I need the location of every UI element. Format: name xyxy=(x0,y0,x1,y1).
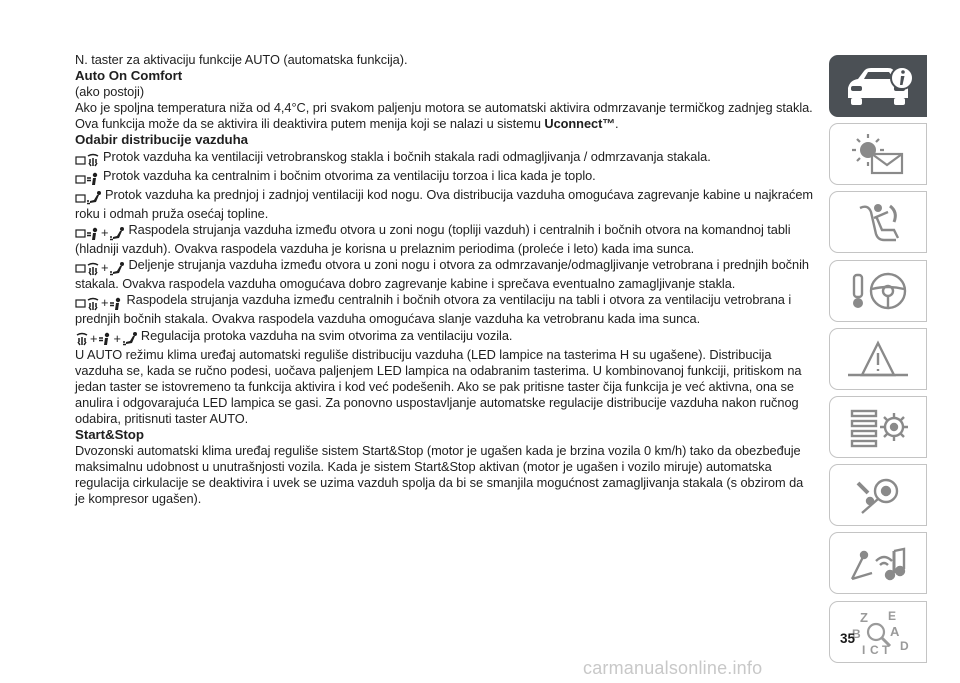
auto-on-heading: Auto On Comfort xyxy=(75,68,183,84)
distribution-text: Protok vazduha ka centralnim i bočnim otvorima za ventilaciju torzoa i lica kada je toplo. xyxy=(103,167,596,183)
tech-specs-icon xyxy=(838,471,918,519)
warning-lights-icon xyxy=(838,130,918,178)
distribution-item xyxy=(75,149,815,168)
distribution-text: Regulacija protoka vazduha na svim otvorima za ventilaciju vozila. xyxy=(140,327,513,343)
distribution-item xyxy=(75,222,815,257)
auto-on-paragraph xyxy=(75,100,815,132)
svg-text:T: T xyxy=(882,642,890,657)
distribution-text: Protok vazduha ka prednjoj i zadnjoj ventilaciji kod nogu. Ova distribucija vazduha omogućava zagrevanje kabine u najkraćem roku i odmah pruža osećaj topline. xyxy=(75,186,814,221)
windshield-airflow-icon xyxy=(86,260,100,275)
button-icon xyxy=(75,295,123,311)
intro-line: N. taster za aktivaciju funkcije AUTO (automatska funkcija). xyxy=(75,52,408,67)
auto-on-text: Ako je spoljna temperatura niža od 4,4°C, pri svakom paljenju motora se automatski aktivira odmrzavanje termičkog zadnjeg stakla. Ova funkcija može da se aktivira ili deaktivira putem menija koji se nalazi u sistemu xyxy=(75,100,813,132)
distribution-text: Deljenje strujanja vazduha između otvora u zoni nogu i otvora za odmrzavanje/odmagljivanje vetrobrana i prednjih bočnih stakala. Ovakva raspodela vazduha omogućava dobro zagrevanje kabine i sprečava eventualno zamagljivanje stakla. xyxy=(75,257,809,292)
chapter-tabs xyxy=(829,55,929,669)
plus-sign: + xyxy=(101,295,109,311)
windshield-airflow-icon xyxy=(75,331,89,346)
start-stop-heading: Start&Stop xyxy=(75,427,144,443)
svg-text:Z: Z xyxy=(860,609,868,625)
distribution-heading: Odabir distribucije vazduha xyxy=(75,132,249,148)
feet-airflow-icon xyxy=(122,331,138,346)
face-airflow-icon xyxy=(98,331,112,346)
document-content xyxy=(75,52,815,508)
button-icon xyxy=(75,152,100,168)
tab-car-info[interactable] xyxy=(829,55,927,117)
tab-maintenance[interactable] xyxy=(829,396,927,458)
distribution-text: Raspodela strujanja vazduha između centralnih i bočnih otvora za ventilaciju na tabli i otvora za ventilaciju vetrobrana i prednjih bočnih stakala. Ovakva raspodela vazduha omogućava slanje vazduha ka vetrobranu kada ima sunca. xyxy=(75,292,792,327)
plus-sign: + xyxy=(101,224,109,240)
svg-text:D: D xyxy=(900,638,909,653)
plus-sign: + xyxy=(101,260,109,276)
feet-airflow-icon xyxy=(109,225,125,240)
distribution-item xyxy=(75,257,815,292)
tab-warning-triangle[interactable] xyxy=(829,328,927,390)
distribution-item xyxy=(75,328,815,347)
button-icon xyxy=(75,190,102,206)
distribution-item xyxy=(75,187,815,222)
auto-on-subtitle: (ako postoji) xyxy=(75,84,145,100)
windshield-airflow-icon xyxy=(86,152,100,167)
button-icon xyxy=(75,171,100,187)
windshield-airflow-icon xyxy=(86,295,100,310)
svg-text:E: E xyxy=(888,608,897,623)
svg-text:I: I xyxy=(862,642,866,657)
multimedia-icon xyxy=(838,539,918,587)
plus-sign: + xyxy=(113,330,121,346)
distribution-text: Raspodela strujanja vazduha između otvora u zoni nogu (topliji vazduh) i centralnih i bočnih otvora na komandnoj tabli (hladniji vazduh). Ovakva raspodela vazduha je korisna u prelaznim periodima (proleće i leto) kada ima sunca. xyxy=(75,221,791,257)
tab-warning-lights[interactable] xyxy=(829,123,927,185)
button-icon xyxy=(75,225,125,241)
svg-text:B: B xyxy=(852,626,861,641)
feet-airflow-icon xyxy=(86,190,102,205)
face-airflow-icon xyxy=(109,295,123,310)
tab-tech-specs[interactable] xyxy=(829,464,927,526)
maintenance-icon xyxy=(838,403,918,451)
tab-airbag-seat[interactable] xyxy=(829,191,927,253)
distribution-text: Protok vazduha ka ventilaciji vetrobranskog stakla i bočnih stakala radi odmagljivanja / odmrzavanja stakala. xyxy=(103,148,711,164)
svg-text:A: A xyxy=(890,623,900,639)
watermark: carmanualsonline.info xyxy=(583,658,763,678)
distribution-item xyxy=(75,292,815,327)
warning-triangle-icon xyxy=(838,335,918,383)
distribution-item xyxy=(75,168,815,187)
airbag-seat-icon xyxy=(838,198,918,246)
uconnect-brand: Uconnect™ xyxy=(544,116,616,132)
face-airflow-icon xyxy=(86,171,100,186)
plus-sign: + xyxy=(90,330,98,346)
car-info-icon xyxy=(838,62,918,110)
tab-key-steering[interactable] xyxy=(829,260,927,322)
key-steering-icon xyxy=(838,267,918,315)
face-airflow-icon xyxy=(86,225,100,240)
tab-multimedia[interactable] xyxy=(829,532,927,594)
button-icon xyxy=(75,331,138,347)
auto-mode-paragraph: U AUTO režimu klima uređaj automatski reguliše distribuciju vazduha (LED lampice na tasterima H su ugašene). Distribucija vazduha se, kada se ručno podesi, uočava paljenjem LED lampica na odabranim tasterima. U kombinovanoj funkciji, pritiskom na jedan taster se istovremeno ta funkcija aktivira i kod već podešenih. Ako se pak pritisne taster čija funkcija je već aktivna, ona se anulira i odgovarajuća LED lampica se gasi. Za ponovno uspostavljanje automatske regulacije distribucije vazduha nakon ručnog odabira, pritisnuti taster AUTO. xyxy=(75,346,802,426)
feet-airflow-icon xyxy=(109,260,125,275)
page-number: 35 xyxy=(840,631,856,646)
distribution-list xyxy=(75,149,815,347)
start-stop-paragraph: Dvozonski automatski klima uređaj reguliše sistem Start&Stop (motor je ugašen kada je brzina vozila 0 km/h) tako da obezbeđuje maksimalnu udobnost u unutrašnjosti vozila. Kada je sistem Start&Stop aktivan (motor je ugašen i vozilo miruje) automatska regulacija cirkulacije se deaktivira i uvek se uzima vazduh spolja da bi se smanjila mogućnost zamagljivanja stakala (s obzirom da je kompresor ugašen). xyxy=(75,443,804,507)
auto-on-end: . xyxy=(615,116,619,132)
svg-text:C: C xyxy=(870,642,879,657)
button-icon xyxy=(75,260,125,276)
